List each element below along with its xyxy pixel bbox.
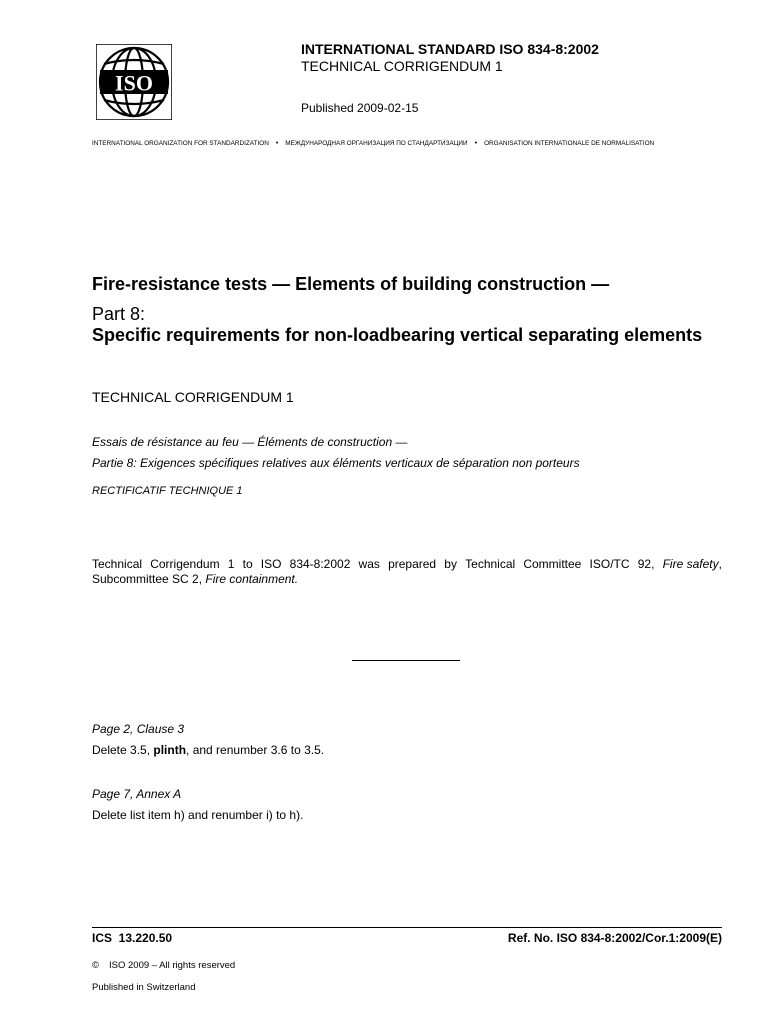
iso-logo-icon	[96, 44, 172, 120]
intro-word: 1	[227, 557, 235, 571]
copyright-text: ISO 2009 – All rights reserved	[109, 960, 236, 971]
correction-instruction-2: Delete list item h) and renumber i) to h).	[92, 808, 304, 822]
section-divider	[352, 660, 460, 661]
part-title: Specific requirements for non-loadbearing vertical separating elements	[92, 325, 703, 345]
french-part-title: Partie 8: Exigences spécifiques relatives aux éléments verticaux de séparation non porteurs	[92, 456, 580, 470]
published-date: Published 2009-02-15	[301, 101, 419, 115]
intro-word: 834-8:2002	[289, 557, 351, 571]
org-name-english: INTERNATIONAL ORGANIZATION FOR STANDARDIZATION	[92, 140, 269, 147]
organization-names	[92, 139, 724, 148]
copyright-notice	[92, 960, 235, 972]
french-main-title: Essais de résistance au feu — Éléments de construction —	[92, 435, 408, 449]
instruction-text: Delete 3.5,	[92, 743, 154, 757]
fire-safety-italic: Fire safety	[662, 557, 719, 571]
reference-number: Ref. No. ISO 834-8:2002/Cor.1:2009(E)	[507, 931, 722, 945]
intro-line-2	[92, 572, 722, 587]
footer-rule	[92, 927, 722, 928]
ics-code: ICS 13.220.50	[92, 931, 173, 945]
subcommittee-text: Subcommittee SC 2,	[92, 572, 206, 586]
separator-bullet: •	[474, 140, 478, 147]
intro-word: Corrigendum	[150, 557, 220, 571]
intro-word: ISO	[260, 557, 282, 571]
document-main-title: Fire-resistance tests — Elements of building construction —	[92, 274, 610, 294]
org-name-french: ORGANISATION INTERNATIONALE DE NORMALISATION	[484, 140, 655, 147]
standard-title: INTERNATIONAL STANDARD ISO 834-8:2002	[301, 41, 599, 57]
correction-reference-2: Page 7, Annex A	[92, 787, 182, 801]
copyright-symbol: ©	[92, 960, 99, 971]
intro-word: to	[242, 557, 253, 571]
instruction-text: , and renumber 3.6 to 3.5.	[186, 743, 325, 757]
iso-logo	[96, 44, 172, 120]
intro-word: was	[358, 557, 380, 571]
corrigendum-title: TECHNICAL CORRIGENDUM 1	[301, 58, 503, 74]
published-in: Published in Switzerland	[92, 982, 196, 993]
intro-word: Technical	[465, 557, 516, 571]
technical-corrigendum-label: TECHNICAL CORRIGENDUM 1	[92, 389, 294, 405]
intro-comma: ,	[718, 557, 722, 571]
plinth-term: plinth	[153, 743, 187, 757]
intro-word: Committee	[523, 557, 582, 571]
fire-safety-term	[663, 557, 722, 572]
part-label: Part 8:	[92, 304, 146, 324]
intro-word: Technical	[92, 557, 143, 571]
org-name-russian: МЕЖДУНАРОДНАЯ ОРГАНИЗАЦИЯ ПО СТАНДАРТИЗАЦИИ	[285, 140, 468, 147]
intro-word: ISO/TC	[589, 557, 630, 571]
intro-word: prepared	[388, 557, 437, 571]
intro-period: .	[294, 572, 299, 586]
intro-paragraph	[92, 557, 722, 587]
fire-containment-term: Fire containment	[205, 572, 295, 586]
intro-line-1	[92, 557, 722, 572]
correction-instruction-1	[92, 743, 324, 758]
iso-logo-text: ISO	[115, 70, 153, 96]
intro-word: 92,	[637, 557, 655, 571]
intro-word: by	[444, 557, 457, 571]
correction-reference-1: Page 2, Clause 3	[92, 722, 185, 736]
separator-bullet: •	[275, 140, 279, 147]
french-rectificatif-label: RECTIFICATIF TECHNIQUE 1	[92, 485, 243, 497]
